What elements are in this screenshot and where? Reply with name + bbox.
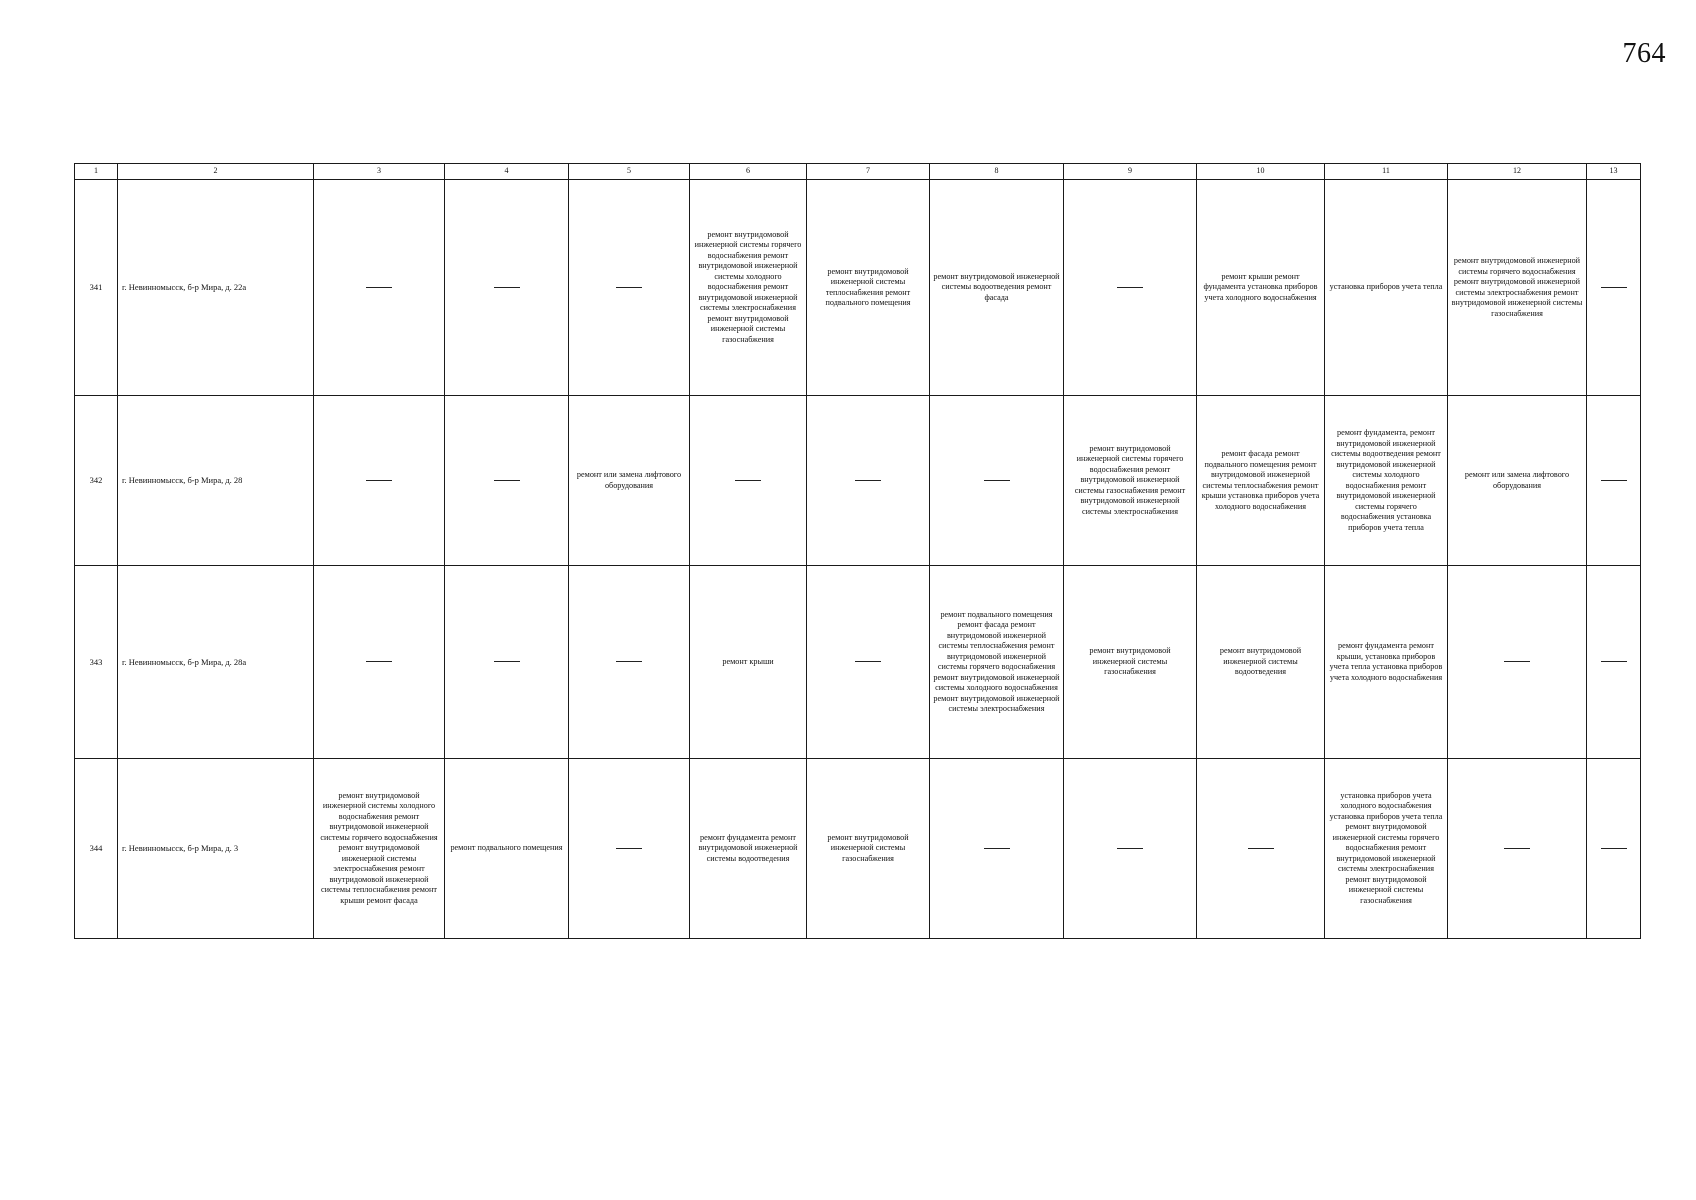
column-header-5: 5	[569, 164, 690, 180]
work-description-cell	[1197, 566, 1325, 759]
empty-cell-dash	[445, 396, 569, 566]
column-header-12: 12	[1448, 164, 1587, 180]
work-description-cell	[690, 566, 807, 759]
empty-cell-dash	[930, 396, 1064, 566]
work-description-cell	[807, 180, 930, 396]
empty-cell-dash	[1587, 396, 1641, 566]
dash-mark	[1601, 848, 1627, 849]
table-row	[75, 396, 1641, 566]
column-header-13: 13	[1587, 164, 1641, 180]
work-description-cell	[569, 396, 690, 566]
work-description-cell	[445, 759, 569, 939]
work-description-cell	[1064, 566, 1197, 759]
work-description-text: ремонт внутридомовой инженерной системы водоотведения ремонт фасада	[933, 271, 1060, 302]
work-description-text: ремонт внутридомовой инженерной системы газоснабжения	[827, 832, 909, 863]
row-number: 344	[75, 759, 118, 939]
work-description-text: ремонт внутридомовой инженерной системы водоотведения	[1219, 646, 1302, 677]
dash-mark	[616, 661, 642, 662]
work-description-text: ремонт фундамента ремонт внутридомовой инженерной системы водоотведения	[698, 832, 798, 863]
work-description-text: ремонт фундамента, ремонт внутридомовой инженерной системы водоотведения ремонт внутридомовой инженерной системы холодного водоснабжения ремонт внутридомовой инженерной системы горячего водоснабжения установка приборов учета тепла	[1331, 428, 1441, 532]
work-description-cell	[1325, 180, 1448, 396]
work-description-cell	[1325, 566, 1448, 759]
empty-cell-dash	[1064, 180, 1197, 396]
work-description-cell	[1064, 396, 1197, 566]
empty-cell-dash	[445, 180, 569, 396]
column-header-8: 8	[930, 164, 1064, 180]
work-description-text: ремонт крыши ремонт фундамента установка приборов учета холодного водоснабжения	[1203, 271, 1318, 302]
work-description-cell	[807, 759, 930, 939]
dash-mark	[984, 480, 1010, 481]
empty-cell-dash	[1587, 759, 1641, 939]
work-description-cell	[1325, 759, 1448, 939]
empty-cell-dash	[569, 566, 690, 759]
row-address: г. Невинномысск, б-р Мира, д. 22а	[118, 180, 314, 396]
dash-mark	[1117, 848, 1143, 849]
empty-cell-dash	[314, 180, 445, 396]
table-row	[75, 759, 1641, 939]
work-description-cell	[314, 759, 445, 939]
work-description-text: ремонт внутридомовой инженерной системы холодного водоснабжения ремонт внутридомовой инженерной системы горячего водоснабжения ремонт внутридомовой инженерной системы электроснабжения ремонт внутридомовой инженерной системы теплоснабжения ремонт крыши ремонт фасада	[320, 790, 438, 905]
table-row	[75, 180, 1641, 396]
dash-mark	[616, 848, 642, 849]
work-description-cell	[690, 759, 807, 939]
work-description-text: ремонт внутридомовой инженерной системы теплоснабжения ремонт подвального помещения	[825, 266, 911, 307]
work-description-text: ремонт крыши	[722, 656, 774, 666]
empty-cell-dash	[1587, 566, 1641, 759]
dash-mark	[494, 480, 520, 481]
work-description-cell	[690, 180, 807, 396]
empty-cell-dash	[569, 180, 690, 396]
work-description-cell	[1325, 396, 1448, 566]
dash-mark	[1248, 848, 1274, 849]
dash-mark	[1601, 287, 1627, 288]
empty-cell-dash	[807, 396, 930, 566]
work-description-cell	[1448, 180, 1587, 396]
dash-mark	[1601, 480, 1627, 481]
work-description-cell	[930, 180, 1064, 396]
empty-cell-dash	[1064, 759, 1197, 939]
dash-mark	[366, 287, 392, 288]
column-header-11: 11	[1325, 164, 1448, 180]
empty-cell-dash	[1587, 180, 1641, 396]
work-description-text: ремонт фасада ремонт подвального помещения ремонт внутридомовой инженерной системы теплоснабжения ремонт крыши установка приборов учета холодного водоснабжения	[1201, 449, 1320, 511]
table-row	[75, 566, 1641, 759]
row-address: г. Невинномысск, б-р Мира, д. 3	[118, 759, 314, 939]
row-number: 342	[75, 396, 118, 566]
dash-mark	[1504, 848, 1530, 849]
empty-cell-dash	[807, 566, 930, 759]
row-address: г. Невинномысск, б-р Мира, д. 28	[118, 396, 314, 566]
column-header-9: 9	[1064, 164, 1197, 180]
empty-cell-dash	[1448, 566, 1587, 759]
work-description-text: ремонт внутридомовой инженерной системы горячего водоснабжения ремонт внутридомовой инженерной системы электроснабжения ремонт внутридомовой инженерной системы газоснабжения	[1451, 256, 1583, 318]
dash-mark	[984, 848, 1010, 849]
dash-mark	[366, 661, 392, 662]
column-header-4: 4	[445, 164, 569, 180]
work-description-cell	[1448, 396, 1587, 566]
work-description-text: установка приборов учета тепла	[1329, 282, 1443, 292]
page-number: 764	[1622, 38, 1666, 69]
empty-cell-dash	[1448, 759, 1587, 939]
work-description-cell	[1197, 180, 1325, 396]
dash-mark	[1504, 661, 1530, 662]
work-description-text: ремонт или замена лифтового оборудования	[576, 470, 682, 490]
work-description-text: установка приборов учета холодного водоснабжения установка приборов учета тепла ремонт внутридомовой инженерной системы горячего водоснабжения ремонт внутридомовой инженерной системы электроснабжения ремонт внутридомовой инженерной системы газоснабжения	[1329, 790, 1443, 905]
column-header-7: 7	[807, 164, 930, 180]
empty-cell-dash	[930, 759, 1064, 939]
empty-cell-dash	[569, 759, 690, 939]
column-header-6: 6	[690, 164, 807, 180]
table-header-row	[75, 164, 1641, 180]
empty-cell-dash	[314, 396, 445, 566]
dash-mark	[855, 480, 881, 481]
column-header-1: 1	[75, 164, 118, 180]
column-header-2: 2	[118, 164, 314, 180]
dash-mark	[366, 480, 392, 481]
work-description-text: ремонт подвального помещения ремонт фасада ремонт внутридомовой инженерной системы теплоснабжения ремонт внутридомовой инженерной системы горячего водоснабжения ремонт внутридомовой инженерной системы холодного водоснабжения ремонт внутридомовой инженерной системы электроснабжения	[933, 609, 1060, 713]
dash-mark	[855, 661, 881, 662]
repair-schedule-table	[74, 163, 1641, 939]
work-description-cell	[1197, 396, 1325, 566]
work-description-text: ремонт подвального помещения	[450, 843, 563, 853]
empty-cell-dash	[445, 566, 569, 759]
empty-cell-dash	[690, 396, 807, 566]
column-header-3: 3	[314, 164, 445, 180]
empty-cell-dash	[314, 566, 445, 759]
dash-mark	[494, 287, 520, 288]
work-description-text: ремонт внутридомовой инженерной системы газоснабжения	[1089, 646, 1171, 677]
row-number: 343	[75, 566, 118, 759]
dash-mark	[1601, 661, 1627, 662]
row-number: 341	[75, 180, 118, 396]
work-description-text: ремонт внутридомовой инженерной системы горячего водоснабжения ремонт внутридомовой инженерной системы холодного водоснабжения ремонт внутридомовой инженерной системы электроснабжения ремонт внутридомовой инженерной системы газоснабжения	[694, 229, 802, 344]
work-description-cell	[930, 566, 1064, 759]
work-description-text: ремонт внутридомовой инженерной системы горячего водоснабжения ремонт внутридомовой инженерной системы газоснабжения ремонт внутридомовой инженерной системы электроснабжения	[1074, 443, 1186, 516]
row-address: г. Невинномысск, б-р Мира, д. 28а	[118, 566, 314, 759]
empty-cell-dash	[1197, 759, 1325, 939]
dash-mark	[735, 480, 761, 481]
work-description-text: ремонт или замена лифтового оборудования	[1464, 470, 1570, 490]
dash-mark	[616, 287, 642, 288]
dash-mark	[1117, 287, 1143, 288]
column-header-10: 10	[1197, 164, 1325, 180]
work-description-text: ремонт фундамента ремонт крыши, установка приборов учета тепла установка приборов учета холодного водоснабжения	[1329, 641, 1443, 682]
dash-mark	[494, 661, 520, 662]
